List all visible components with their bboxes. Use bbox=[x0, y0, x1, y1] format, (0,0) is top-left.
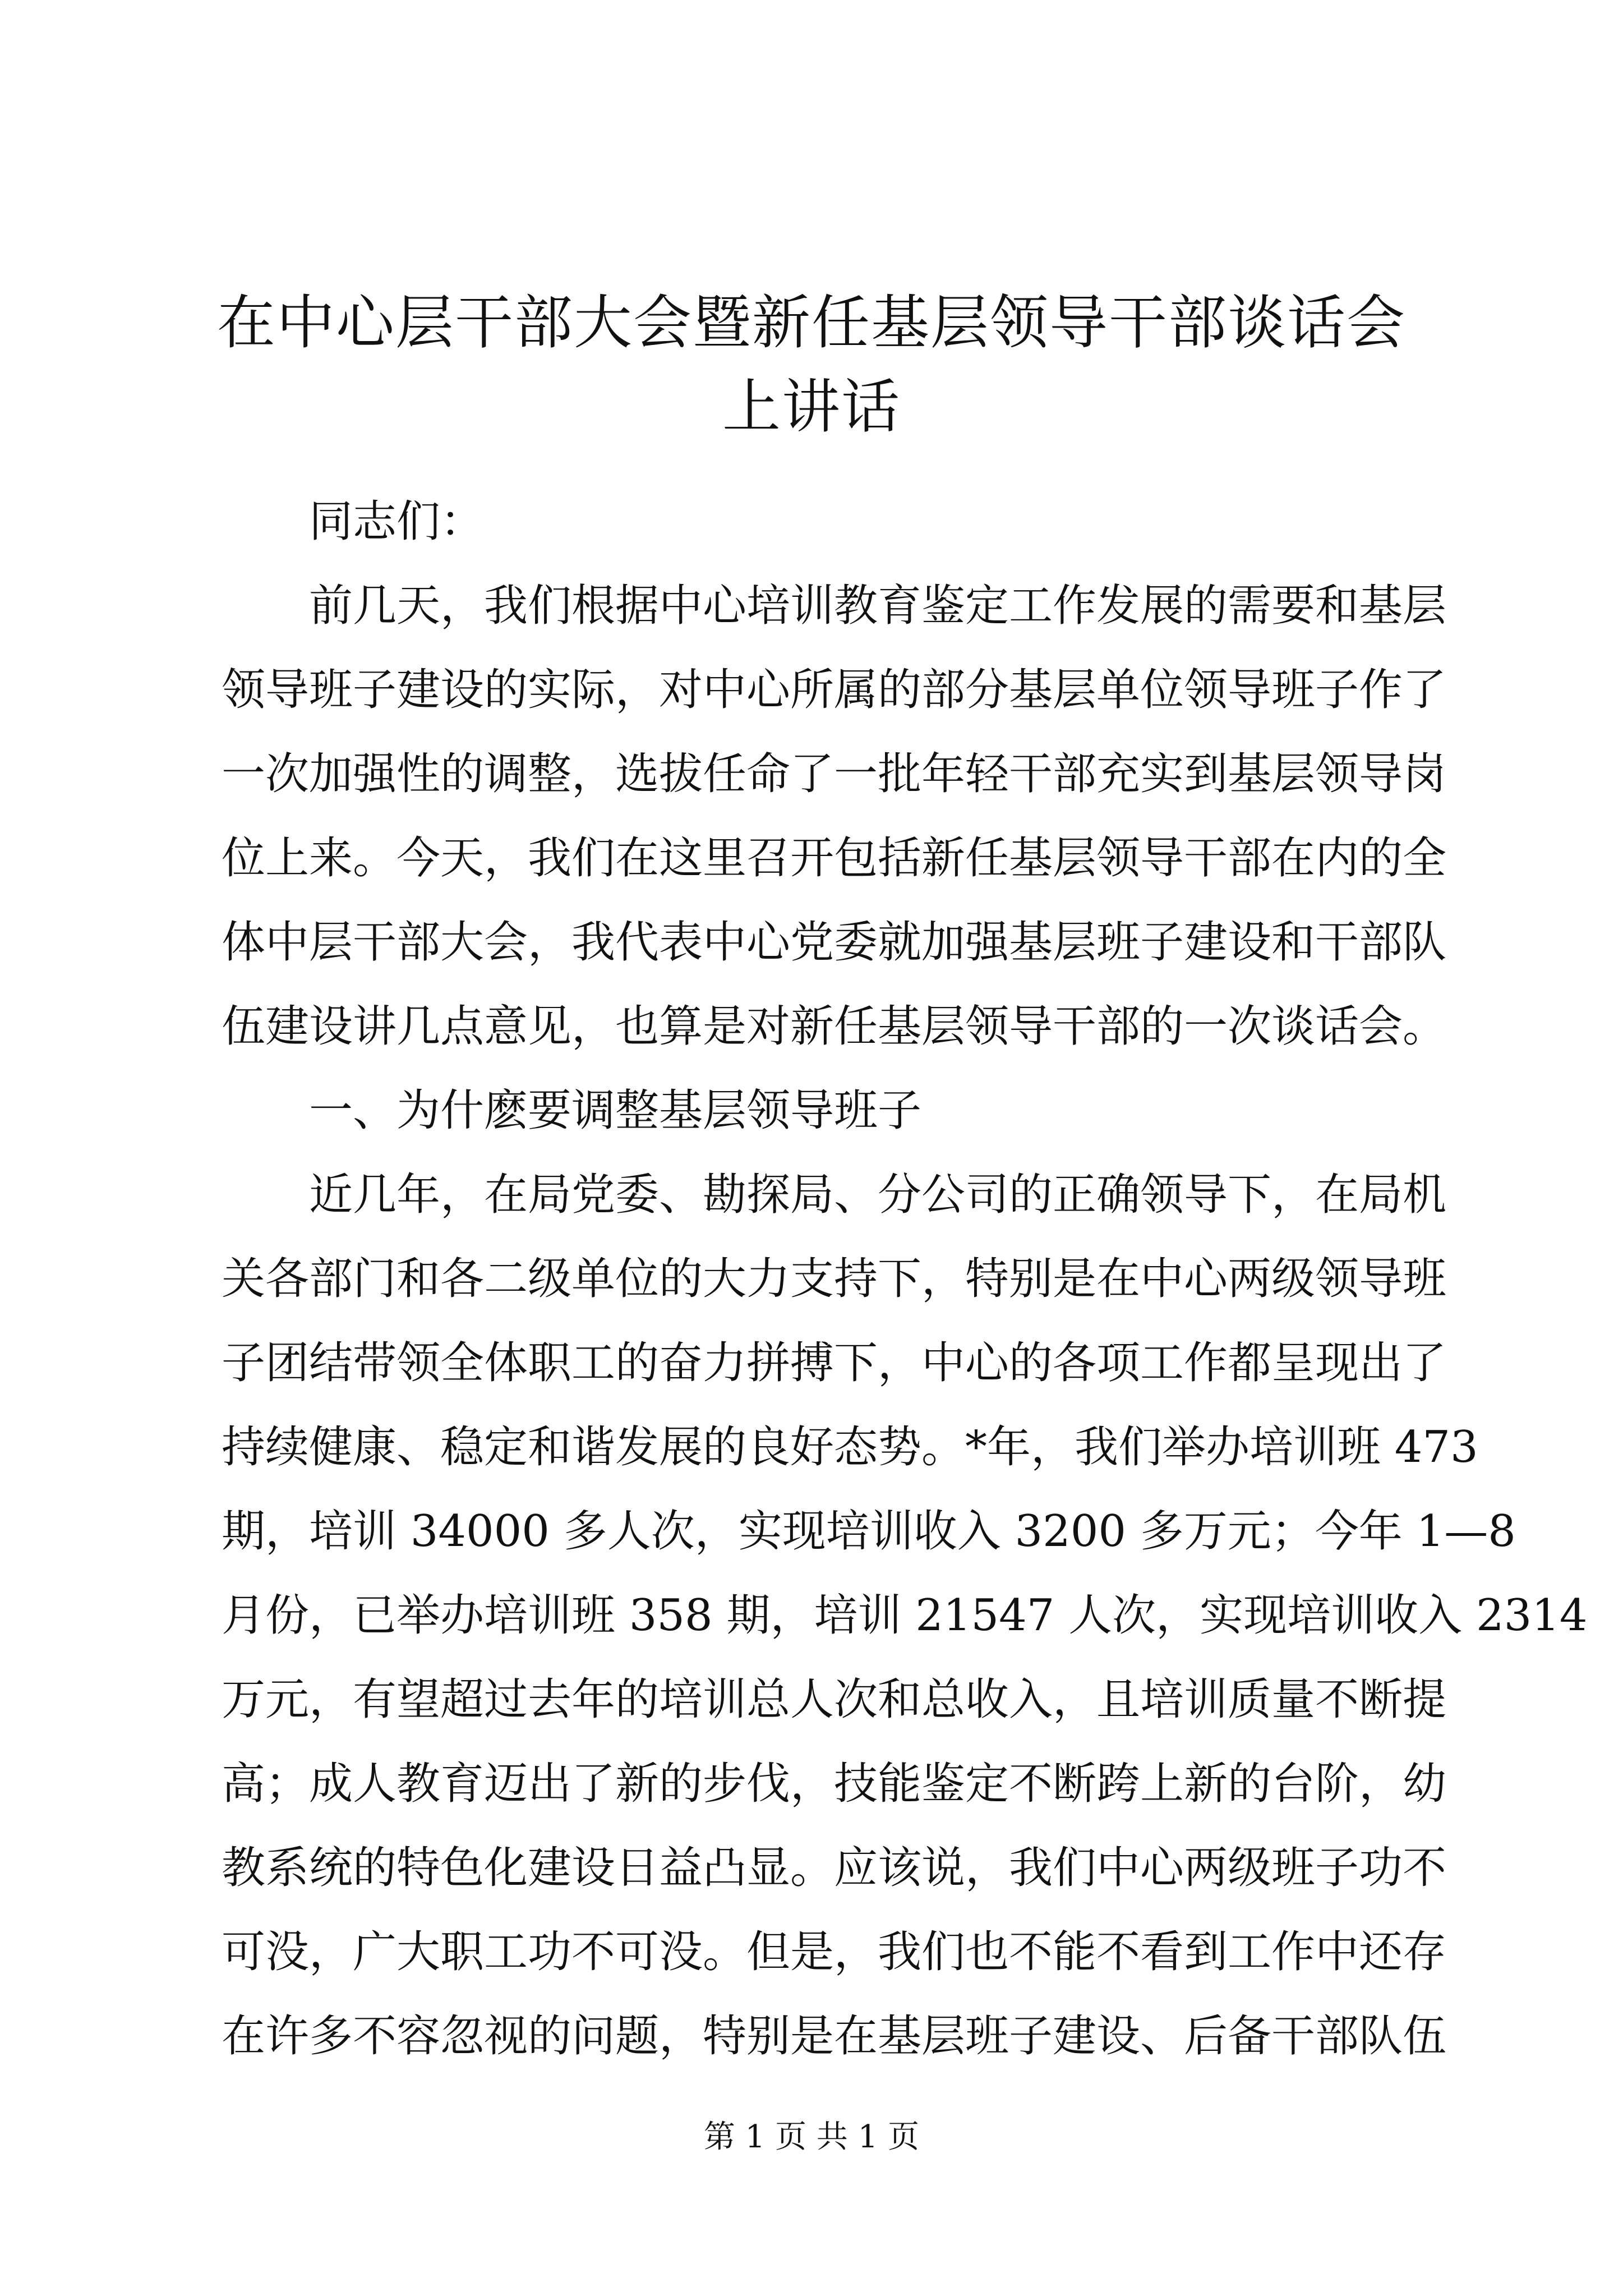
paragraph-2-line: 期，培训 34000 多人次，实现培训收入 3200 多万元；今年 1—8 bbox=[222, 1506, 1516, 1557]
paragraph-1-line: 体中层干部大会，我代表中心党委就加强基层班子建设和干部队 bbox=[222, 917, 1447, 968]
paragraph-2-line: 持续健康、稳定和谐发展的良好态势。*年，我们举办培训班 473 bbox=[222, 1422, 1478, 1473]
paragraph-2-line: 近几年，在局党委、勘探局、分公司的正确领导下，在局机 bbox=[309, 1170, 1447, 1220]
document-title bbox=[191, 280, 1432, 449]
paragraph-1-line: 伍建设讲几点意见，也算是对新任基层领导干部的一次谈话会。 bbox=[222, 1001, 1447, 1052]
title-line-1: 在中心层干部大会暨新任基层领导干部谈话会 bbox=[216, 288, 1406, 357]
title-line-2: 上讲话 bbox=[722, 372, 901, 441]
paragraph-2-line: 月份，已举办培训班 358 期，培训 21547 人次，实现培训收入 2314 bbox=[222, 1590, 1588, 1641]
paragraph-1-line: 位上来。今天，我们在这里召开包括新任基层领导干部在内的全 bbox=[222, 833, 1447, 884]
paragraph-1-line: 领导班子建设的实际，对中心所属的部分基层单位领导班子作了 bbox=[222, 665, 1447, 715]
paragraph-1-line: 前几天，我们根据中心培训教育鉴定工作发展的需要和基层 bbox=[309, 581, 1447, 631]
paragraph-2-line: 在许多不容忽视的问题，特别是在基层班子建设、后备干部队伍 bbox=[222, 2011, 1447, 2062]
paragraph-1-line: 一次加强性的调整，选拔任命了一批年轻干部充实到基层领导岗 bbox=[222, 749, 1447, 799]
paragraph-2-line: 子团结带领全体职工的奋力拼搏下，中心的各项工作都呈现出了 bbox=[222, 1338, 1447, 1388]
document-body bbox=[222, 480, 1588, 2078]
page-number-footer: 第 1 页 共 1 页 bbox=[703, 2119, 920, 2155]
paragraph-2-line: 教系统的特色化建设日益凸显。应该说，我们中心两级班子功不 bbox=[222, 1843, 1447, 1893]
salutation: 同志们： bbox=[309, 496, 485, 547]
paragraph-2-line: 万元，有望超过去年的培训总人次和总收入，且培训质量不断提 bbox=[222, 1674, 1447, 1725]
paragraph-2-line: 高；成人教育迈出了新的步伐，技能鉴定不断跨上新的台阶，幼 bbox=[222, 1759, 1447, 1809]
paragraph-2-line: 可没，广大职工功不可没。但是，我们也不能不看到工作中还存 bbox=[222, 1927, 1447, 1977]
paragraph-2-line: 关各部门和各二级单位的大力支持下，特别是在中心两级领导班 bbox=[222, 1254, 1447, 1304]
section-heading: 一、为什麽要调整基层领导班子 bbox=[309, 1085, 922, 1136]
